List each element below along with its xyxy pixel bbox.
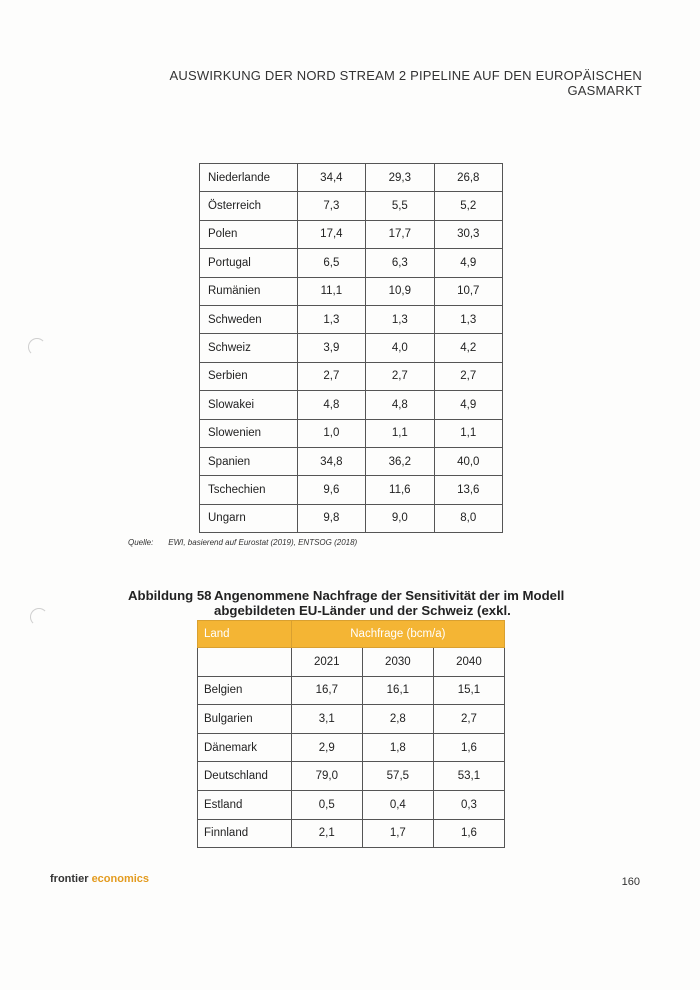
empty-cell xyxy=(198,648,292,677)
value-cell: 2,8 xyxy=(362,705,433,734)
figure-number: Abbildung 58 xyxy=(128,588,212,603)
table-row xyxy=(200,362,503,390)
value-cell: 11,1 xyxy=(297,277,365,305)
country-cell: Polen xyxy=(200,220,298,248)
table-row xyxy=(200,504,503,532)
value-cell: 2,7 xyxy=(434,362,502,390)
page-number: 160 xyxy=(621,876,640,888)
value-cell: 0,4 xyxy=(362,790,433,819)
country-cell: Bulgarien xyxy=(198,705,292,734)
country-cell: Dänemark xyxy=(198,733,292,762)
table-row xyxy=(200,447,503,475)
table-row xyxy=(200,305,503,333)
value-cell: 57,5 xyxy=(362,762,433,791)
value-cell: 4,9 xyxy=(434,249,502,277)
column-header-land: Land xyxy=(198,621,292,648)
value-cell: 9,6 xyxy=(297,476,365,504)
table-row xyxy=(198,790,505,819)
value-cell: 11,6 xyxy=(366,476,434,504)
year-cell: 2030 xyxy=(362,648,433,677)
country-cell: Niederlande xyxy=(200,164,298,192)
country-cell: Estland xyxy=(198,790,292,819)
country-cell: Finnland xyxy=(198,819,292,848)
value-cell: 1,3 xyxy=(366,305,434,333)
value-cell: 4,0 xyxy=(366,334,434,362)
brand-logo xyxy=(50,873,149,885)
table-row xyxy=(198,676,505,705)
value-cell: 6,5 xyxy=(297,249,365,277)
value-cell: 36,2 xyxy=(366,447,434,475)
table-row xyxy=(200,249,503,277)
value-cell: 1,6 xyxy=(433,819,504,848)
value-cell: 8,0 xyxy=(434,504,502,532)
value-cell: 34,4 xyxy=(297,164,365,192)
header-line-1: AUSWIRKUNG DER NORD STREAM 2 PIPELINE AUF DEN EUROPÄISCHEN xyxy=(169,68,642,83)
value-cell: 10,9 xyxy=(366,277,434,305)
table-row xyxy=(200,419,503,447)
value-cell: 9,0 xyxy=(366,504,434,532)
table-row xyxy=(200,334,503,362)
value-cell: 13,6 xyxy=(434,476,502,504)
value-cell: 4,2 xyxy=(434,334,502,362)
value-cell: 7,3 xyxy=(297,192,365,220)
punch-hole-mark xyxy=(28,338,46,356)
country-cell: Slowakei xyxy=(200,391,298,419)
caption-line-2: abgebildeten EU-Länder und der Schweiz (exkl. xyxy=(214,603,511,618)
country-cell: Schweiz xyxy=(200,334,298,362)
value-cell: 1,6 xyxy=(433,733,504,762)
country-cell: Slowenien xyxy=(200,419,298,447)
value-cell: 30,3 xyxy=(434,220,502,248)
value-cell: 34,8 xyxy=(297,447,365,475)
value-cell: 5,5 xyxy=(366,192,434,220)
value-cell: 6,3 xyxy=(366,249,434,277)
brand-name-b: economics xyxy=(91,873,150,885)
country-cell: Spanien xyxy=(200,447,298,475)
value-cell: 10,7 xyxy=(434,277,502,305)
demand-table xyxy=(197,620,505,848)
table-row xyxy=(198,733,505,762)
table-row xyxy=(198,705,505,734)
country-cell: Österreich xyxy=(200,192,298,220)
value-cell: 40,0 xyxy=(434,447,502,475)
value-cell: 26,8 xyxy=(434,164,502,192)
value-cell: 16,1 xyxy=(362,676,433,705)
table-row xyxy=(200,192,503,220)
column-header-demand: Nachfrage (bcm/a) xyxy=(291,621,504,648)
value-cell: 2,7 xyxy=(433,705,504,734)
table-row xyxy=(200,476,503,504)
value-cell: 2,9 xyxy=(291,733,362,762)
value-cell: 1,3 xyxy=(434,305,502,333)
value-cell: 16,7 xyxy=(291,676,362,705)
value-cell: 17,4 xyxy=(297,220,365,248)
value-cell: 79,0 xyxy=(291,762,362,791)
table-row xyxy=(200,277,503,305)
value-cell: 1,3 xyxy=(297,305,365,333)
value-cell: 2,7 xyxy=(297,362,365,390)
value-cell: 1,0 xyxy=(297,419,365,447)
demand-table-continued xyxy=(199,163,503,533)
country-cell: Ungarn xyxy=(200,504,298,532)
table-row xyxy=(198,819,505,848)
year-cell: 2040 xyxy=(433,648,504,677)
year-cell: 2021 xyxy=(291,648,362,677)
value-cell: 1,1 xyxy=(366,419,434,447)
value-cell: 2,7 xyxy=(366,362,434,390)
country-cell: Portugal xyxy=(200,249,298,277)
value-cell: 1,7 xyxy=(362,819,433,848)
table-row xyxy=(200,220,503,248)
value-cell: 4,8 xyxy=(366,391,434,419)
value-cell: 4,8 xyxy=(297,391,365,419)
value-cell: 0,5 xyxy=(291,790,362,819)
header-line-2: GASMARKT xyxy=(567,83,642,98)
country-cell: Belgien xyxy=(198,676,292,705)
value-cell: 17,7 xyxy=(366,220,434,248)
country-cell: Deutschland xyxy=(198,762,292,791)
value-cell: 5,2 xyxy=(434,192,502,220)
table-row xyxy=(198,762,505,791)
table-row xyxy=(200,391,503,419)
value-cell: 0,3 xyxy=(433,790,504,819)
value-cell: 9,8 xyxy=(297,504,365,532)
country-cell: Tschechien xyxy=(200,476,298,504)
table-row xyxy=(200,164,503,192)
value-cell: 3,1 xyxy=(291,705,362,734)
source-text: EWI, basierend auf Eurostat (2019), ENTSOG (2018) xyxy=(168,538,358,547)
punch-hole-mark xyxy=(30,608,48,626)
caption-line-1: Angenommene Nachfrage der Sensitivität der im Modell xyxy=(214,588,565,603)
value-cell: 2,1 xyxy=(291,819,362,848)
page-header xyxy=(170,68,642,98)
value-cell: 1,8 xyxy=(362,733,433,762)
value-cell: 1,1 xyxy=(434,419,502,447)
year-header-row xyxy=(198,648,505,677)
country-cell: Schweden xyxy=(200,305,298,333)
country-cell: Rumänien xyxy=(200,277,298,305)
value-cell: 15,1 xyxy=(433,676,504,705)
brand-name-a: frontier xyxy=(50,873,89,885)
value-cell: 4,9 xyxy=(434,391,502,419)
source-label: Quelle: xyxy=(128,538,154,547)
source-note xyxy=(128,538,357,547)
country-cell: Serbien xyxy=(200,362,298,390)
value-cell: 3,9 xyxy=(297,334,365,362)
value-cell: 53,1 xyxy=(433,762,504,791)
value-cell: 29,3 xyxy=(366,164,434,192)
